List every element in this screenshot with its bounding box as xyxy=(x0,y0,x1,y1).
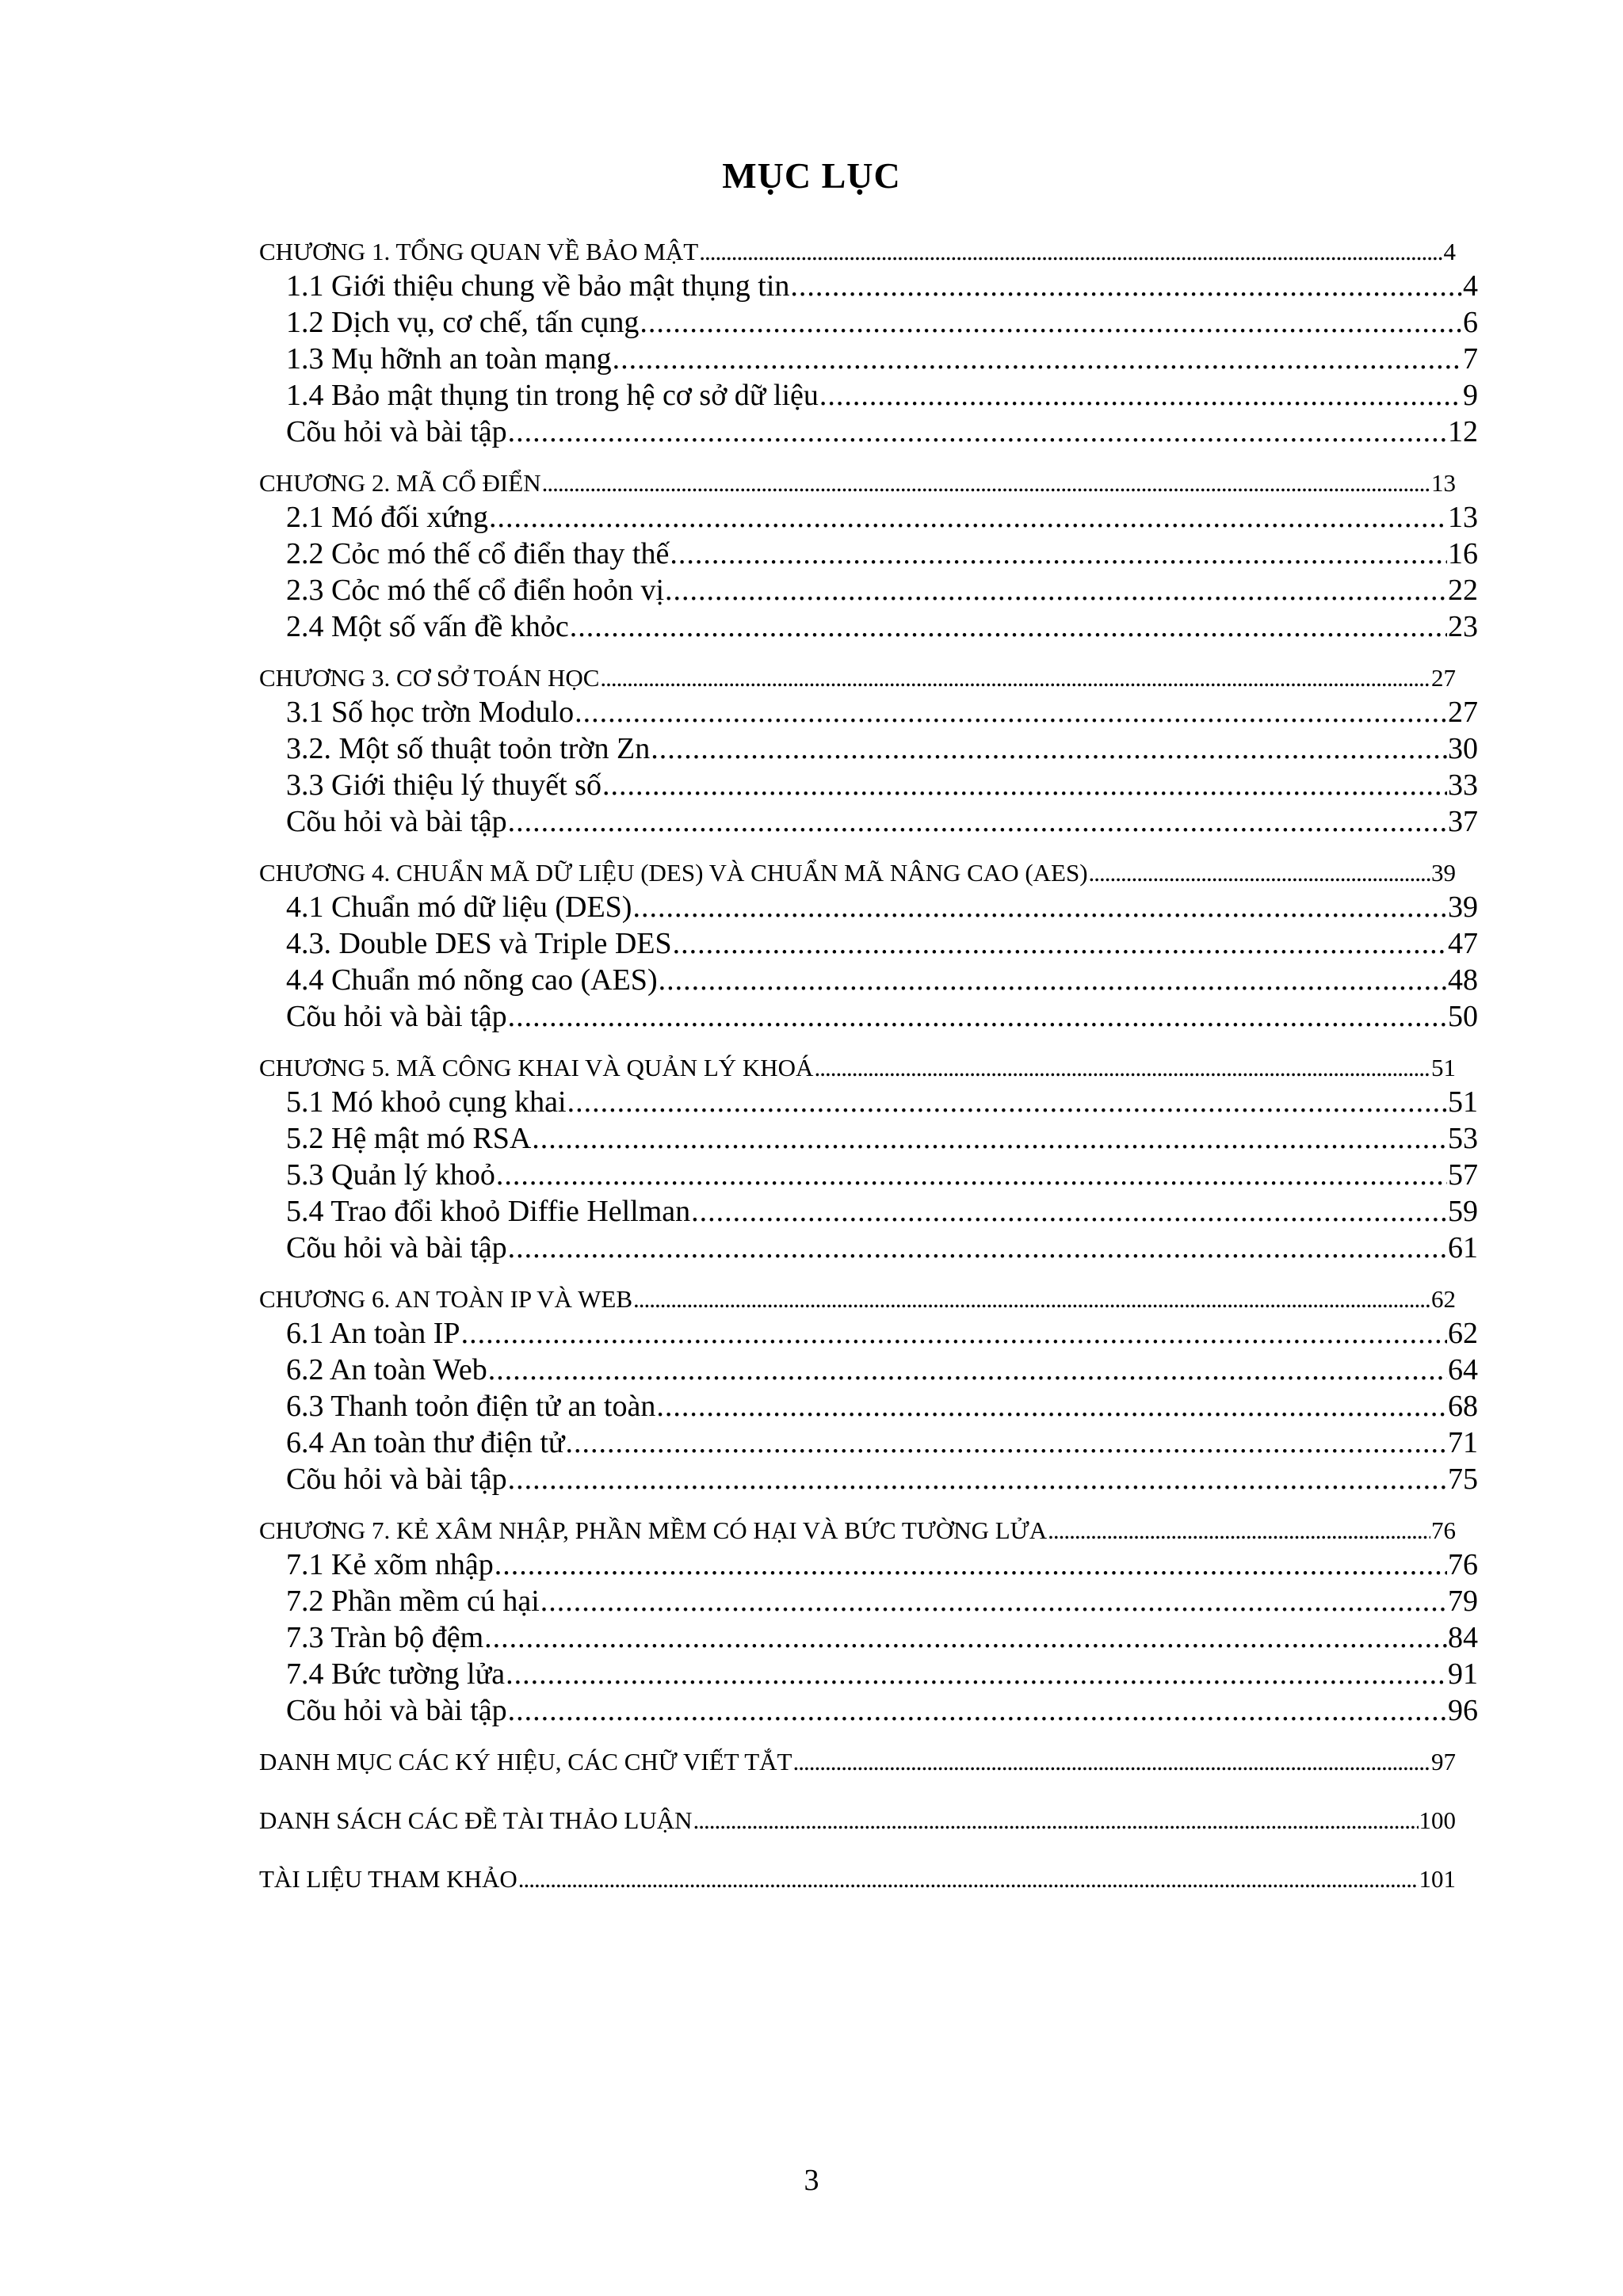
toc-section-entry[interactable] xyxy=(259,1388,1478,1425)
toc-chapter-entry-page-number: 13 xyxy=(1431,469,1456,497)
toc-section-entry[interactable] xyxy=(259,1120,1478,1157)
toc-section-entry[interactable] xyxy=(259,1619,1478,1656)
toc-section-entry[interactable] xyxy=(259,1692,1478,1729)
toc-section-entry[interactable] xyxy=(259,803,1478,840)
toc-section-entry-label: 7.1 Kẻ xõm nhập xyxy=(286,1548,494,1581)
toc-section-entry-label: 6.3 Thanh toỏn điện tử an toàn xyxy=(286,1390,656,1423)
toc-section-entry-label: Cõu hỏi và bài tập xyxy=(286,1231,507,1264)
toc-section-entry-label: 7.3 Tràn bộ đệm xyxy=(286,1621,484,1654)
toc-section-entry[interactable] xyxy=(259,694,1478,730)
dot-leader xyxy=(575,694,1447,730)
dot-leader xyxy=(1089,857,1430,889)
dot-leader xyxy=(542,467,1430,499)
toc-section-entry-page-number: 64 xyxy=(1448,1353,1478,1386)
toc-chapter-entry[interactable] xyxy=(259,1515,1456,1547)
toc-section-entry-page-number: 27 xyxy=(1448,696,1478,729)
toc-chapter-entry-label: CHƯƠNG 7. KẺ XÂM NHẬP, PHẦN MỀM CÓ HẠI VÀ BỨC TƯỜNG LỬA xyxy=(259,1516,1048,1544)
toc-section-entry-page-number: 23 xyxy=(1448,610,1478,643)
toc-appendix-entry[interactable] xyxy=(259,1863,1456,1895)
dot-leader xyxy=(567,1084,1447,1120)
toc-section-entry-label: 4.1 Chuẩn mó dữ liệu (DES) xyxy=(286,891,632,924)
toc-section-entry-label: 4.4 Chuẩn mó nõng cao (AES) xyxy=(286,963,658,997)
toc-section-entry-label: 7.4 Bức tường lửa xyxy=(286,1657,506,1691)
toc-chapter-entry-page-number: 39 xyxy=(1431,859,1456,887)
dot-leader xyxy=(508,1230,1447,1266)
toc-section-entry[interactable] xyxy=(259,1656,1478,1692)
dot-leader xyxy=(508,1461,1447,1497)
toc-section-entry[interactable] xyxy=(259,1352,1478,1388)
toc-section-entry-page-number: 75 xyxy=(1448,1463,1478,1496)
toc-chapter-block xyxy=(259,467,1478,645)
toc-section-entry-page-number: 84 xyxy=(1448,1621,1478,1654)
toc-section-entry-label: 4.3. Double DES và Triple DES xyxy=(286,927,672,960)
toc-section-entry-page-number: 30 xyxy=(1448,732,1478,765)
toc-section-entry-label: Cõu hỏi và bài tập xyxy=(286,805,507,838)
toc-section-entry[interactable] xyxy=(259,1157,1478,1193)
dot-leader xyxy=(790,268,1462,304)
toc-section-entry-page-number: 48 xyxy=(1448,963,1478,997)
toc-section-entry-label: 2.2 Cỏc mó thế cổ điển thay thế xyxy=(286,537,670,570)
toc-section-entry[interactable] xyxy=(259,341,1478,377)
toc-section-entry[interactable] xyxy=(259,1315,1478,1352)
toc-appendix-entry-label: DANH SÁCH CÁC ĐỀ TÀI THẢO LUẬN xyxy=(259,1806,693,1834)
toc-section-entry[interactable] xyxy=(259,499,1478,536)
dot-leader xyxy=(570,608,1447,645)
dot-leader xyxy=(508,1692,1447,1729)
dot-leader xyxy=(632,889,1447,925)
dot-leader xyxy=(691,1193,1447,1230)
toc-chapter-entry-page-number: 76 xyxy=(1431,1516,1456,1544)
dot-leader xyxy=(613,341,1462,377)
toc-chapter-entry-page-number: 27 xyxy=(1431,664,1456,692)
toc-section-entry-page-number: 22 xyxy=(1448,574,1478,607)
dot-leader xyxy=(484,1619,1447,1656)
toc-section-entry-page-number: 12 xyxy=(1448,415,1478,448)
toc-section-entry-label: 6.2 An toàn Web xyxy=(286,1353,487,1386)
dot-leader xyxy=(508,414,1447,450)
toc-section-entry-page-number: 57 xyxy=(1448,1158,1478,1192)
toc-section-entry[interactable] xyxy=(259,889,1478,925)
toc-section-entry-page-number: 61 xyxy=(1448,1231,1478,1264)
toc-section-entry-page-number: 50 xyxy=(1448,1000,1478,1033)
dot-leader xyxy=(488,1352,1447,1388)
toc-section-entry-page-number: 16 xyxy=(1448,537,1478,570)
toc-section-entry-label: 5.4 Trao đổi khoỏ Diffie Hellman xyxy=(286,1195,691,1228)
toc-section-entry-page-number: 51 xyxy=(1448,1085,1478,1119)
toc-section-entry-page-number: 62 xyxy=(1448,1317,1478,1350)
dot-leader xyxy=(508,803,1447,840)
table-of-contents xyxy=(259,236,1478,1922)
dot-leader xyxy=(489,499,1447,536)
toc-section-entry[interactable] xyxy=(259,414,1478,450)
dot-leader xyxy=(673,925,1447,962)
toc-appendix-entry-page-number: 101 xyxy=(1419,1865,1456,1893)
toc-section-entry-page-number: 76 xyxy=(1448,1548,1478,1581)
dot-leader xyxy=(506,1656,1447,1692)
toc-chapter-entry-page-number: 4 xyxy=(1443,238,1456,265)
toc-appendix-entry[interactable] xyxy=(259,1746,1456,1778)
toc-chapter-block xyxy=(259,236,1478,450)
toc-section-entry-page-number: 91 xyxy=(1448,1657,1478,1691)
toc-section-entry-label: 2.1 Mó đối xứng xyxy=(286,501,488,534)
dot-leader xyxy=(693,1805,1419,1836)
toc-chapter-entry-label: CHƯƠNG 4. CHUẨN MÃ DỮ LIỆU (DES) VÀ CHUẨN MÃ NÂNG CAO (AES) xyxy=(259,859,1088,887)
toc-section-entry[interactable] xyxy=(259,730,1478,767)
toc-chapter-block xyxy=(259,857,1478,1035)
dot-leader xyxy=(793,1746,1431,1778)
toc-chapter-entry[interactable] xyxy=(259,236,1456,268)
toc-section-entry-page-number: 9 xyxy=(1463,379,1478,412)
toc-section-entry-label: 3.1 Số học trờn Modulo xyxy=(286,696,575,729)
toc-section-entry[interactable] xyxy=(259,377,1478,414)
toc-section-entry[interactable] xyxy=(259,304,1478,341)
page-title: MỤC LỤC xyxy=(722,155,901,196)
toc-section-entry-label: Cõu hỏi và bài tập xyxy=(286,415,507,448)
toc-chapter-entry-label: CHƯƠNG 6. AN TOÀN IP VÀ WEB xyxy=(259,1285,633,1313)
toc-section-entry[interactable] xyxy=(259,572,1478,608)
toc-section-entry[interactable] xyxy=(259,1425,1478,1461)
toc-section-entry[interactable] xyxy=(259,536,1478,572)
toc-section-entry-page-number: 7 xyxy=(1463,342,1478,376)
toc-section-entry-label: Cõu hỏi và bài tập xyxy=(286,1463,507,1496)
dot-leader xyxy=(566,1425,1448,1461)
toc-section-entry-label: 5.3 Quản lý khoỏ xyxy=(286,1158,495,1192)
dot-leader xyxy=(600,662,1430,694)
dot-leader xyxy=(814,1052,1430,1084)
toc-section-entry-label: 1.3 Mụ hỡnh an toàn mạng xyxy=(286,342,612,376)
dot-leader xyxy=(640,304,1462,341)
toc-section-entry-page-number: 68 xyxy=(1448,1390,1478,1423)
toc-chapter-entry-label: CHƯƠNG 3. CƠ SỞ TOÁN HỌC xyxy=(259,664,600,692)
toc-section-entry[interactable] xyxy=(259,767,1478,803)
dot-leader xyxy=(602,767,1447,803)
toc-section-entry[interactable] xyxy=(259,1193,1478,1230)
dot-leader xyxy=(670,536,1447,572)
toc-section-entry-label: 7.2 Phần mềm cú hại xyxy=(286,1585,540,1618)
toc-chapter-block xyxy=(259,1052,1478,1266)
dot-leader xyxy=(495,1547,1447,1583)
dot-leader xyxy=(508,998,1447,1035)
toc-section-entry-label: Cõu hỏi và bài tập xyxy=(286,1694,507,1727)
toc-section-entry-page-number: 6 xyxy=(1463,306,1478,339)
toc-appendix-entry[interactable] xyxy=(259,1805,1456,1836)
toc-section-entry[interactable] xyxy=(259,1547,1478,1583)
toc-section-entry-page-number: 71 xyxy=(1448,1426,1478,1459)
toc-section-entry[interactable] xyxy=(259,268,1478,304)
dot-leader xyxy=(665,572,1447,608)
dot-leader xyxy=(496,1157,1447,1193)
toc-chapter-entry-label: CHƯƠNG 1. TỔNG QUAN VỀ BẢO MẬT xyxy=(259,238,699,265)
toc-section-entry-label: 1.4 Bảo mật thụng tin trong hệ cơ sở dữ liệu xyxy=(286,379,819,412)
toc-section-entry-label: 3.3 Giới thiệu lý thuyết số xyxy=(286,769,601,802)
toc-chapter-entry[interactable] xyxy=(259,662,1456,694)
toc-chapter-entry-label: CHƯƠNG 5. MÃ CÔNG KHAI VÀ QUẢN LÝ KHOÁ xyxy=(259,1054,814,1081)
dot-leader xyxy=(699,236,1442,268)
toc-chapter-entry-page-number: 62 xyxy=(1431,1285,1456,1313)
toc-section-entry-page-number: 59 xyxy=(1448,1195,1478,1228)
dot-leader xyxy=(1048,1515,1430,1547)
toc-section-entry-page-number: 79 xyxy=(1448,1585,1478,1618)
dot-leader xyxy=(656,1388,1447,1425)
toc-section-entry-label: 6.4 An toàn thư điện tử xyxy=(286,1426,565,1459)
dot-leader xyxy=(651,730,1447,767)
toc-chapter-entry-page-number: 51 xyxy=(1431,1054,1456,1081)
toc-section-entry-label: 1.1 Giới thiệu chung về bảo mật thụng tin xyxy=(286,269,790,303)
toc-section-entry-label: Cõu hỏi và bài tập xyxy=(286,1000,507,1033)
toc-section-entry[interactable] xyxy=(259,608,1478,645)
dot-leader xyxy=(461,1315,1447,1352)
page-number: 3 xyxy=(804,2164,819,2197)
toc-chapter-block xyxy=(259,662,1478,840)
toc-section-entry-page-number: 4 xyxy=(1463,269,1478,303)
dot-leader xyxy=(540,1583,1447,1619)
toc-section-entry-page-number: 37 xyxy=(1448,805,1478,838)
toc-section-entry-page-number: 13 xyxy=(1448,501,1478,534)
toc-section-entry[interactable] xyxy=(259,1583,1478,1619)
dot-leader xyxy=(633,1283,1430,1315)
toc-chapter-block xyxy=(259,1283,1478,1497)
toc-section-entry[interactable] xyxy=(259,998,1478,1035)
toc-section-entry-page-number: 96 xyxy=(1448,1694,1478,1727)
toc-section-entry-label: 5.1 Mó khoỏ cụng khai xyxy=(286,1085,567,1119)
toc-appendix-entry-page-number: 97 xyxy=(1431,1748,1456,1775)
toc-chapter-block xyxy=(259,1515,1478,1729)
dot-leader xyxy=(518,1863,1419,1895)
toc-chapter-entry[interactable] xyxy=(259,1283,1456,1315)
toc-section-entry-label: 1.2 Dịch vụ, cơ chế, tấn cụng xyxy=(286,306,640,339)
toc-chapter-entry[interactable] xyxy=(259,467,1456,499)
toc-section-entry[interactable] xyxy=(259,962,1478,998)
toc-section-entry-page-number: 47 xyxy=(1448,927,1478,960)
toc-section-entry-page-number: 53 xyxy=(1448,1122,1478,1155)
toc-section-entry-label: 3.2. Một số thuật toỏn trờn Zn xyxy=(286,732,651,765)
toc-section-entry-label: 5.2 Hệ mật mó RSA xyxy=(286,1122,532,1155)
toc-appendix-entry-label: TÀI LIỆU THAM KHẢO xyxy=(259,1865,517,1893)
toc-section-entry-page-number: 39 xyxy=(1448,891,1478,924)
dot-leader xyxy=(659,962,1447,998)
toc-section-entry-label: 2.4 Một số vấn đề khỏc xyxy=(286,610,569,643)
toc-section-entry-label: 2.3 Cỏc mó thế cổ điển hoỏn vị xyxy=(286,574,665,607)
toc-chapter-entry[interactable] xyxy=(259,1052,1456,1084)
toc-chapter-entry[interactable] xyxy=(259,857,1456,889)
toc-section-entry[interactable] xyxy=(259,1230,1478,1266)
toc-chapter-entry-label: CHƯƠNG 2. MÃ CỔ ĐIỂN xyxy=(259,469,541,497)
toc-section-entry[interactable] xyxy=(259,1461,1478,1497)
toc-appendix-entry-label: DANH MỤC CÁC KÝ HIỆU, CÁC CHỮ VIẾT TẮT xyxy=(259,1748,792,1775)
toc-section-entry-label: 6.1 An toàn IP xyxy=(286,1317,460,1350)
dot-leader xyxy=(819,377,1462,414)
dot-leader xyxy=(532,1120,1447,1157)
toc-section-entry[interactable] xyxy=(259,925,1478,962)
toc-appendix-entry-page-number: 100 xyxy=(1419,1806,1456,1834)
toc-section-entry-page-number: 33 xyxy=(1448,769,1478,802)
toc-section-entry[interactable] xyxy=(259,1084,1478,1120)
